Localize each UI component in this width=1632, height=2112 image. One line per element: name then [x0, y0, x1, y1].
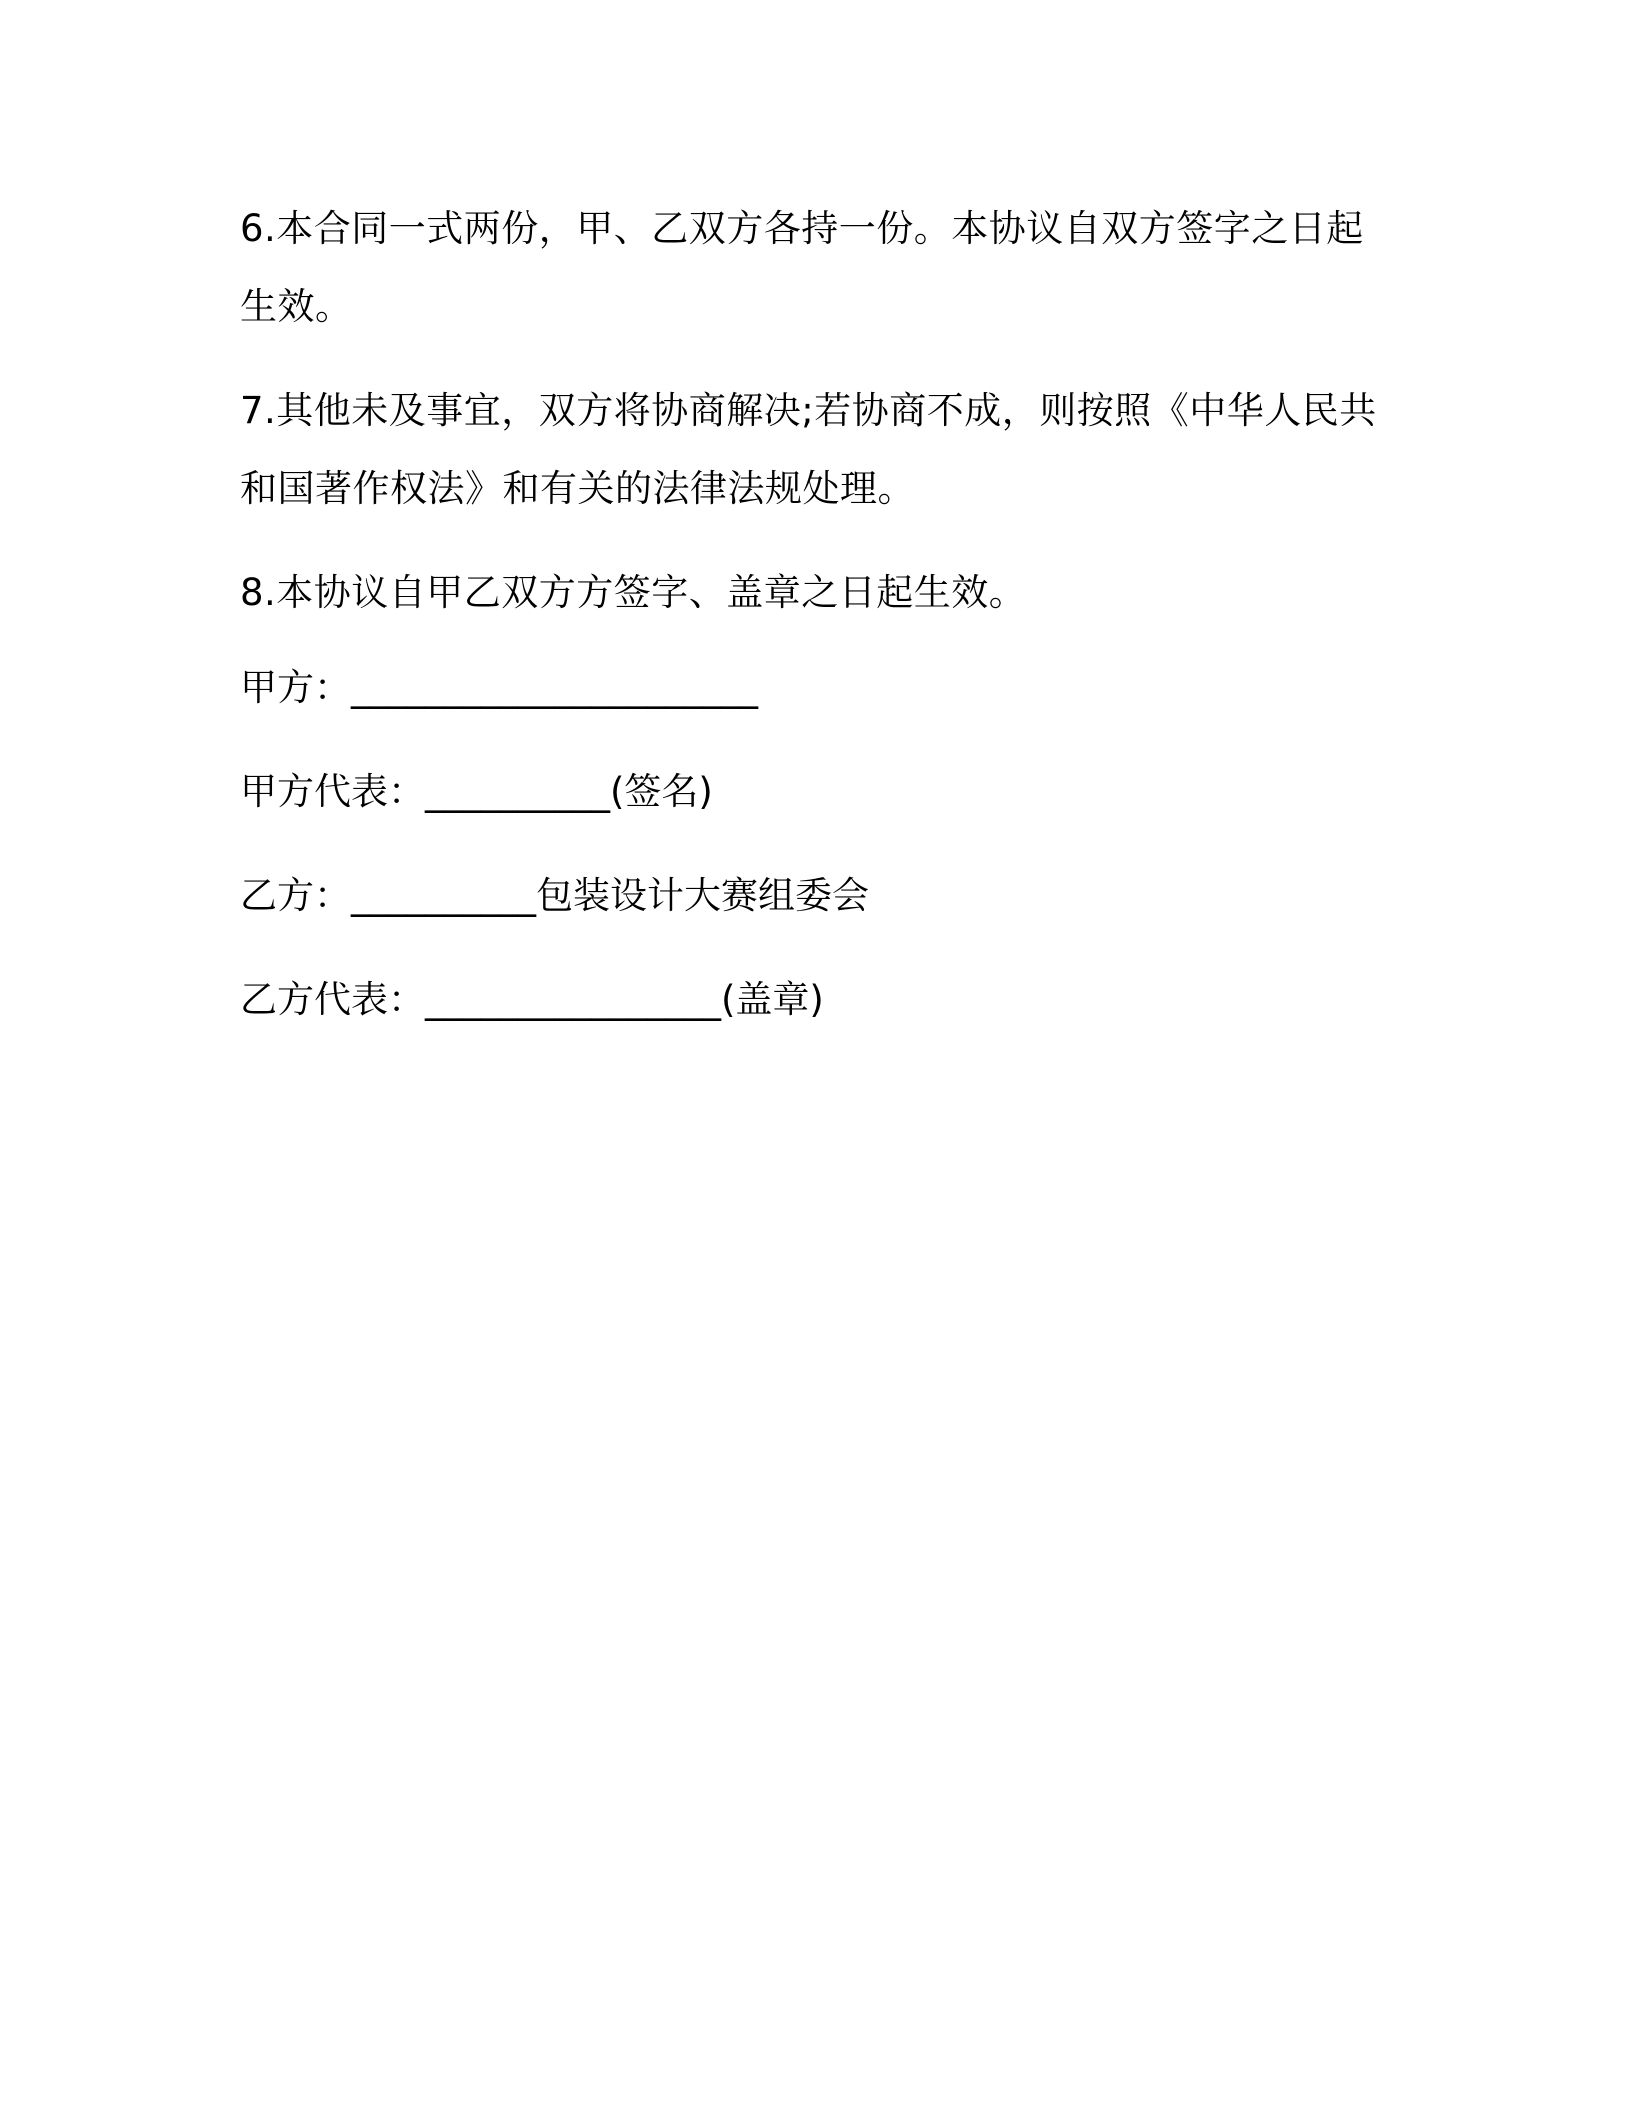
- party-b-representative-line: 乙方代表：________________(盖章): [240, 978, 824, 1021]
- party-a-representative-line: 甲方代表：__________(签名): [240, 770, 713, 813]
- party-b-line: 乙方：__________包装设计大赛组委会: [240, 874, 869, 917]
- clause-6: 6.本合同一式两份，甲、乙双方各持一份。本协议自双方签字之日起生效。: [240, 207, 1364, 328]
- party-a-line: 甲方：______________________: [240, 666, 758, 709]
- document-body: [240, 190, 1390, 1074]
- clause-7: 7.其他未及事宜，双方将协商解决;若协商不成，则按照《中华人民共和国著作权法》和有关的法律法规处理。: [240, 389, 1377, 510]
- clause-8: 8.本协议自甲乙双方方签字、盖章之日起生效。: [240, 571, 1027, 614]
